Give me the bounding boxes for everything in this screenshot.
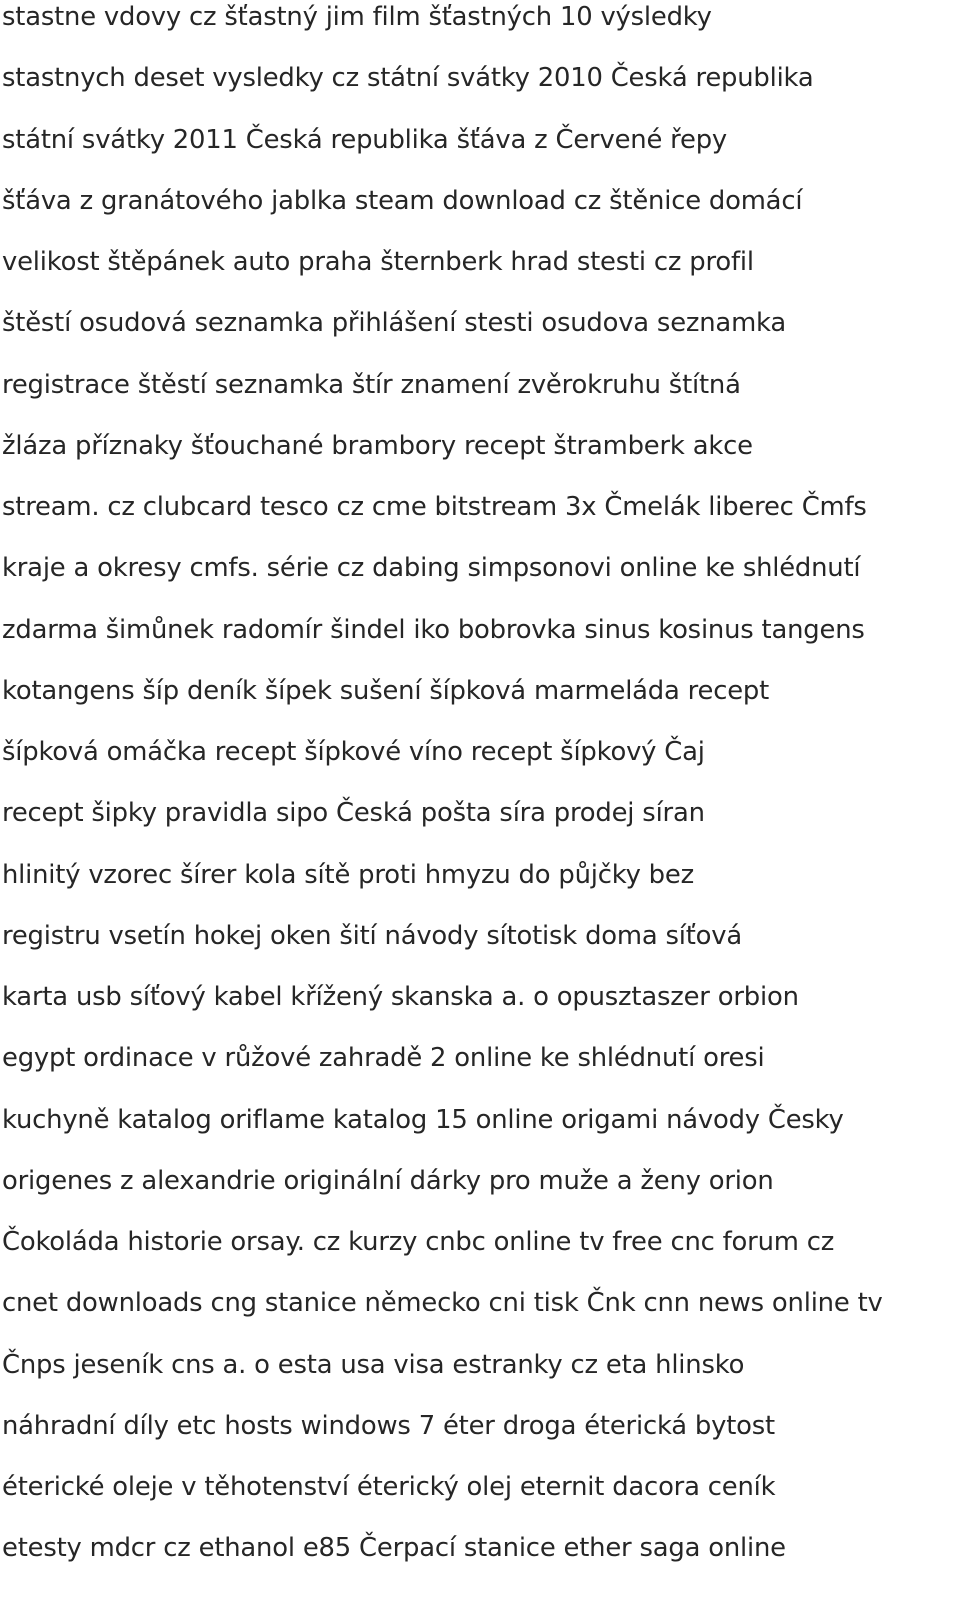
- text-line: stastne vdovy cz šťastný jim film šťastných 10 výsledky: [2, 2, 712, 32]
- text-line: recept šipky pravidla sipo Česká pošta síra prodej síran: [2, 798, 705, 829]
- text-line: kuchyně katalog oriflame katalog 15 online origami návody Česky: [2, 1104, 844, 1135]
- text-line: karta usb síťový kabel křížený skanska a. o opusztaszer orbion: [2, 982, 799, 1012]
- text-line: kraje a okresy cmfs. série cz dabing simpsonovi online ke shlédnutí: [2, 553, 861, 584]
- text-line: štěstí osudová seznamka přihlášení stesti osudova seznamka: [2, 308, 786, 339]
- text-line: origenes z alexandrie originální dárky pro muže a ženy orion: [2, 1165, 774, 1196]
- text-line: stream. cz clubcard tesco cz cme bitstream 3x Čmelák liberec Čmfs: [2, 492, 867, 522]
- text-line: šípková omáčka recept šípkové víno recept šípkový Čaj: [2, 737, 705, 767]
- text-line: kotangens šíp deník šípek sušení šípková marmeláda recept: [2, 675, 770, 706]
- text-line: egypt ordinace v růžové zahradě 2 online ke shlédnutí oresi: [2, 1043, 765, 1074]
- text-line: hlinitý vzorec šírer kola sítě proti hmyzu do půjčky bez: [2, 859, 694, 890]
- text-line: zdarma šimůnek radomír šindel iko bobrovka sinus kosinus tangens: [2, 614, 865, 645]
- text-line: Čokoláda historie orsay. cz kurzy cnbc online tv free cnc forum cz: [2, 1227, 835, 1257]
- text-line: etesty mdcr cz ethanol e85 Čerpací stanice ether saga online: [2, 1533, 786, 1564]
- text-line: Čnps jeseník cns a. o esta usa visa estranky cz eta hlinsko: [2, 1349, 745, 1380]
- text-line: stastnych deset vysledky cz státní svátky 2010 Česká republika: [2, 63, 814, 94]
- text-line: registrace štěstí seznamka štír znamení zvěrokruhu štítná: [2, 369, 741, 400]
- text-line: státní svátky 2011 Česká republika šťáva z Červené řepy: [2, 124, 728, 155]
- text-line: éterické oleje v těhotenství éterický olej eternit dacora ceník: [2, 1472, 776, 1502]
- document-body: [2, 0, 958, 1593]
- text-line: velikost štěpánek auto praha šternberk hrad stesti cz profil: [2, 247, 754, 277]
- text-line: žláza příznaky šťouchané brambory recept štramberk akce: [2, 430, 753, 461]
- text-line: šťáva z granátového jablka steam download cz štěnice domácí: [2, 185, 803, 216]
- text-line: registru vsetín hokej oken šití návody sítotisk doma síťová: [2, 920, 743, 951]
- text-line: cnet downloads cng stanice německo cni tisk Čnk cnn news online tv: [2, 1288, 883, 1319]
- text-line: náhradní díly etc hosts windows 7 éter droga éterická bytost: [2, 1410, 775, 1441]
